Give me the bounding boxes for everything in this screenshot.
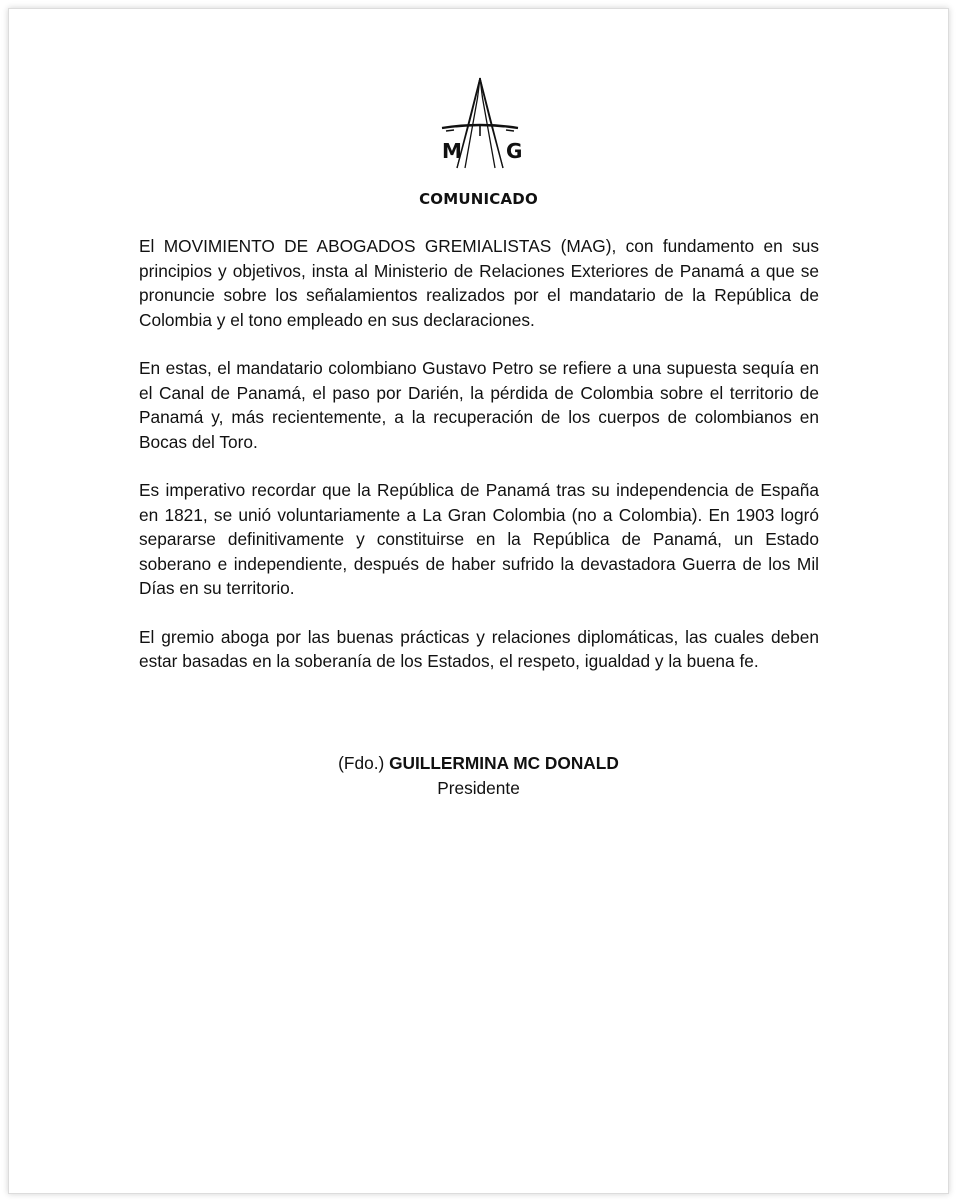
logo-letter-m: M xyxy=(442,139,462,163)
logo-scale-beam xyxy=(442,124,518,136)
logo-letter-g: G xyxy=(506,139,523,163)
paragraph-1: El MOVIMIENTO DE ABOGADOS GREMIALISTAS (MAG), con fundamento en sus principios y objetivos, insta al Ministerio de Relaciones Exteriores de Panamá a que se pronuncie sobre los señalamientos realizados por el mandatario de la República de Colombia y el tono empleado en sus declaraciones. xyxy=(139,236,819,330)
signature-prefix: (Fdo.) xyxy=(338,753,385,773)
signature-role: Presidente xyxy=(437,778,520,798)
paragraph-3: Es imperativo recordar que la República de Panamá tras su independencia de España en 1821, se unió voluntariamente a La Gran Colombia (no a Colombia). En 1903 logró separarse definitivamente y constituirse en la República de Panamá, un Estado soberano e independiente, después de haber sufrido la devastadora Guerra de los Mil Días en su territorio. xyxy=(139,480,819,598)
page-title: COMUNICADO xyxy=(419,190,538,208)
document-body xyxy=(139,234,819,698)
signature-name: GUILLERMINA MC DONALD xyxy=(389,753,619,773)
logo-letter-a xyxy=(457,78,503,168)
signature-block xyxy=(0,751,957,801)
paragraph-4: El gremio aboga por las buenas prácticas y relaciones diplomáticas, las cuales deben estar basadas en la soberanía de los Estados, el respeto, igualdad y la buena fe. xyxy=(139,626,819,671)
mag-logo xyxy=(424,76,536,172)
paragraph-2: En estas, el mandatario colombiano Gustavo Petro se refiere a una supuesta sequía en el Canal de Panamá, el paso por Darién, la pérdida de Colombia sobre el territorio de Panamá y, más recientemente, a la recuperación de los cuerpos de colombianos en Bocas del Toro. xyxy=(139,358,819,452)
signature-line xyxy=(0,751,957,776)
